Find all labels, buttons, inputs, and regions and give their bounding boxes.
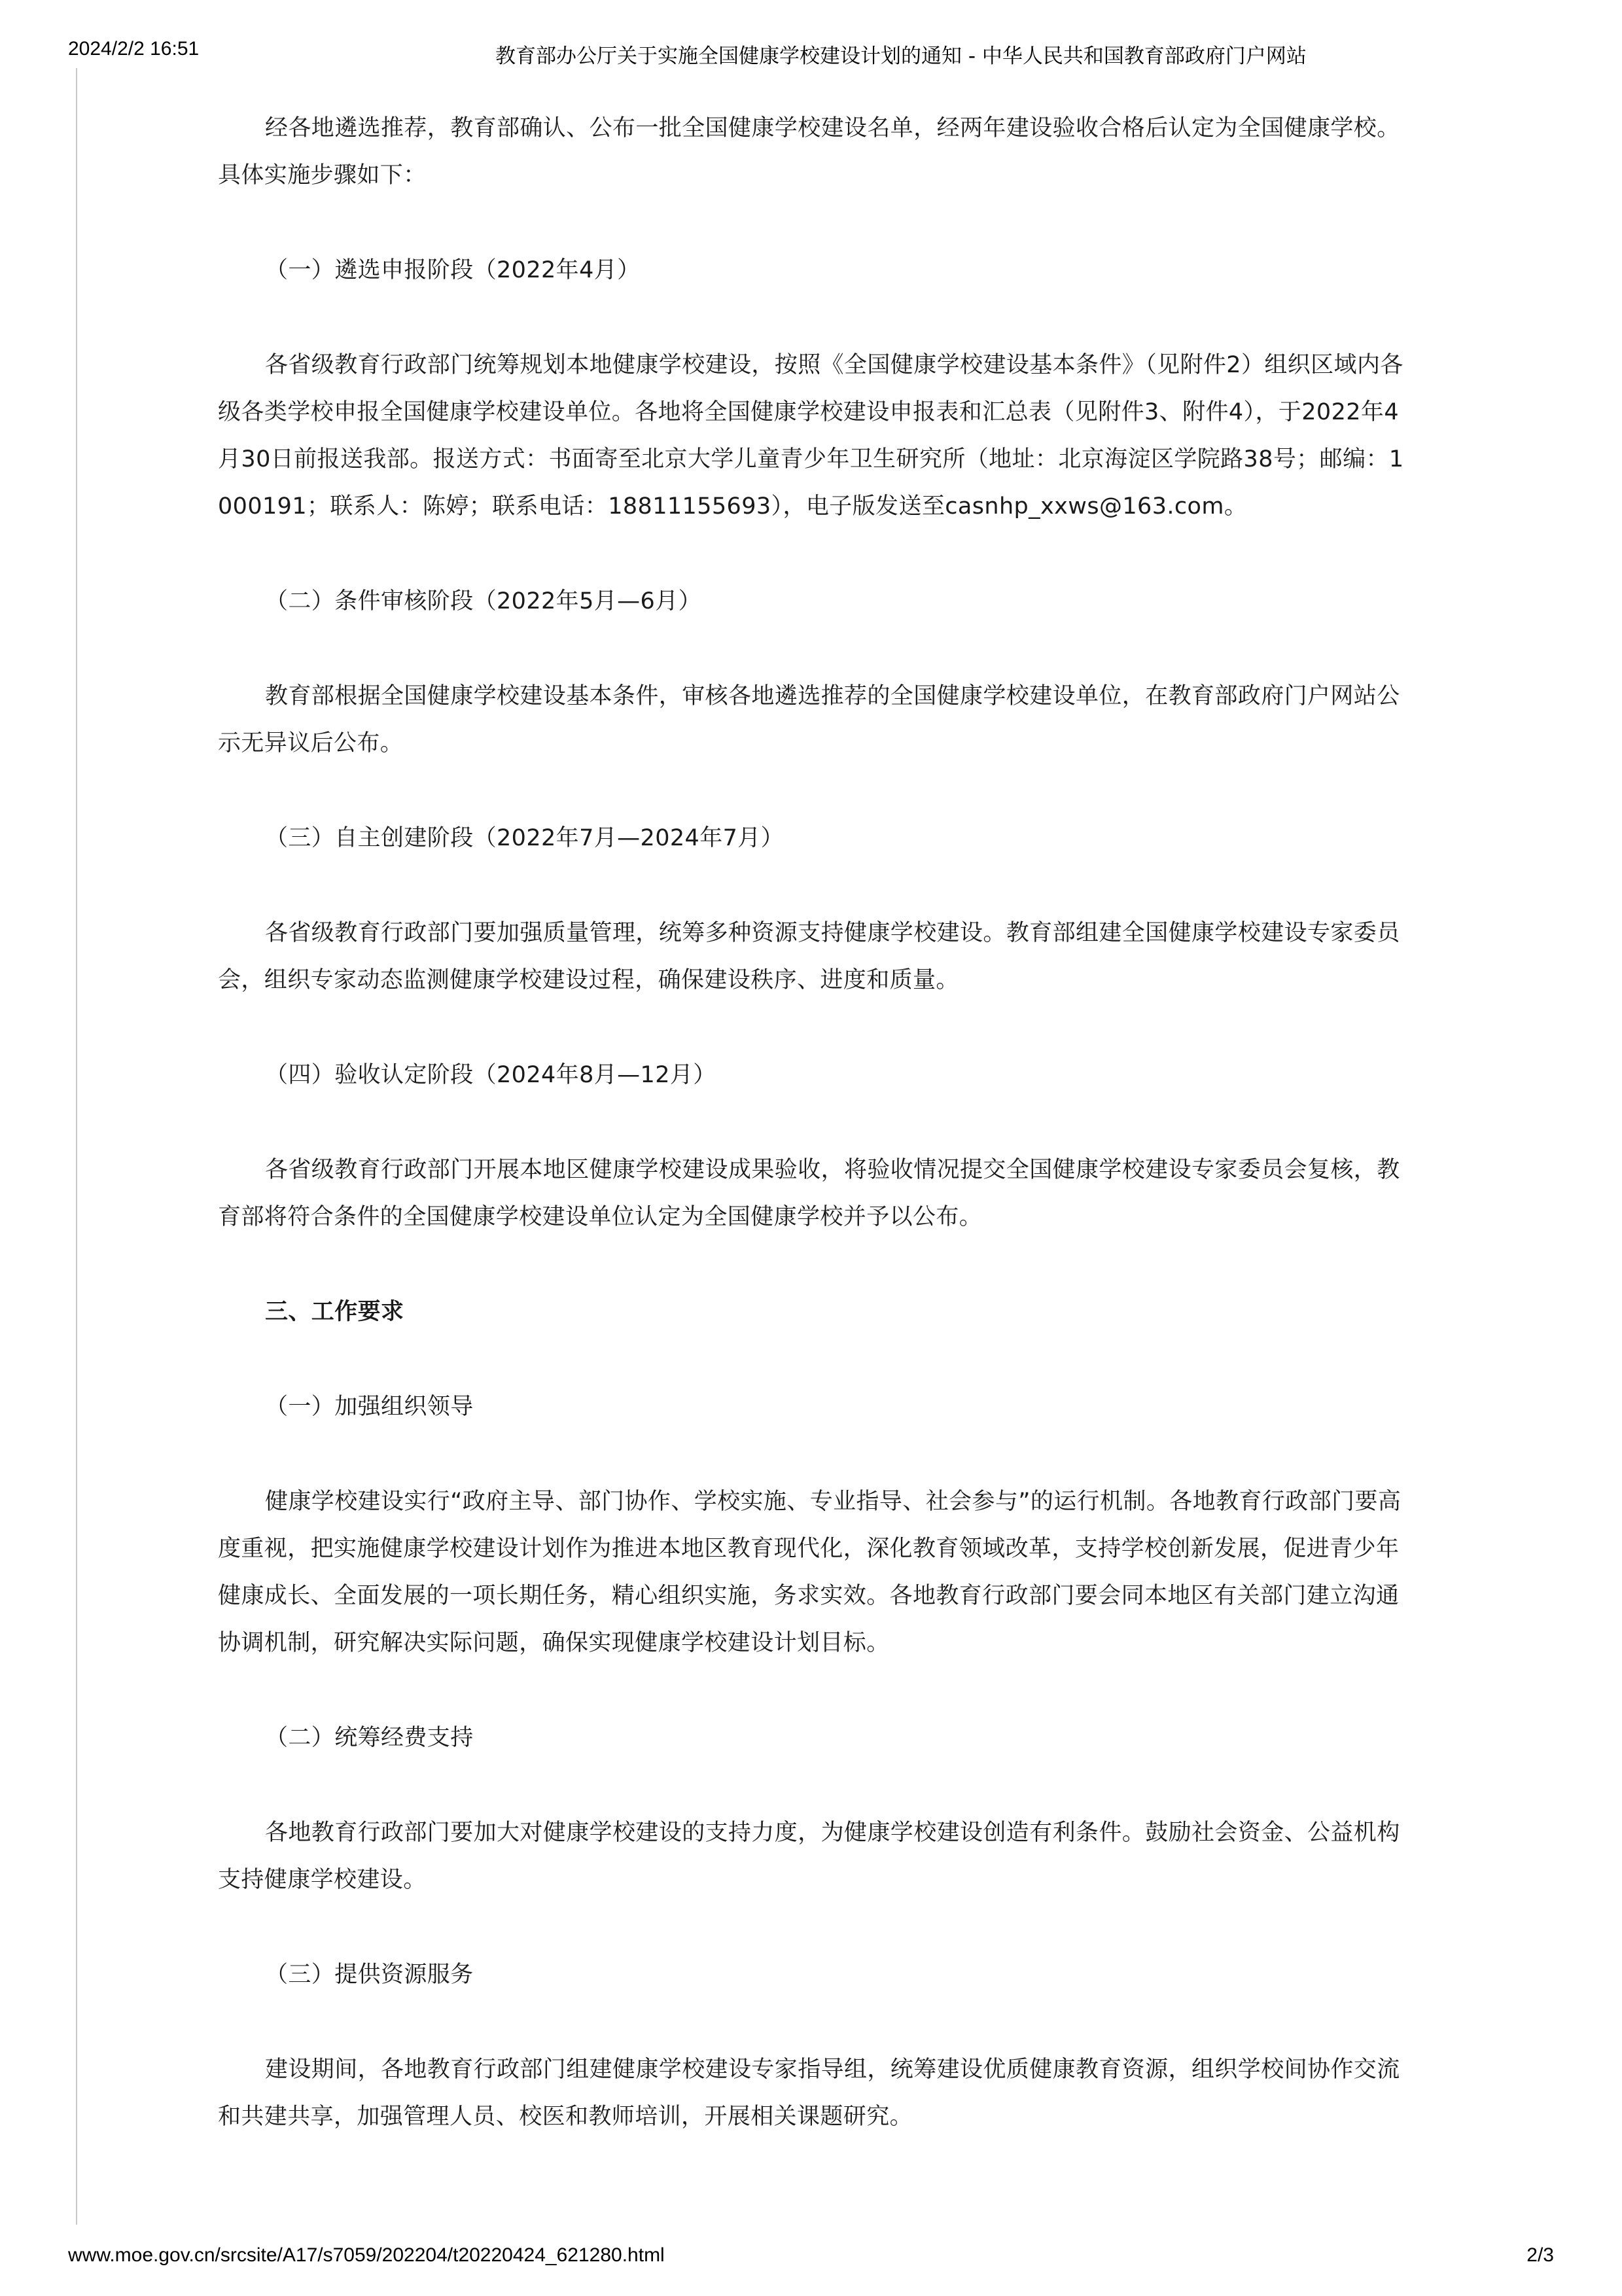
article-paragraph: 各省级教育行政部门开展本地区健康学校建设成果验收，将验收情况提交全国健康学校建设专家委员会复核，教育部将符合条件的全国健康学校建设单位认定为全国健康学校并予以公布。: [218, 1157, 1400, 1230]
article-paragraph: 各省级教育行政部门要加强质量管理，统筹多种资源支持健康学校建设。教育部组建全国健康学校建设专家委员会，组织专家动态监测健康学校建设过程，确保建设秩序、进度和质量。: [218, 920, 1400, 993]
article-paragraph: 各地教育行政部门要加大对健康学校建设的支持力度，为健康学校建设创造有利条件。鼓励社会资金、公益机构支持健康学校建设。: [218, 1820, 1400, 1893]
section-subheading: （四）验收认定阶段（2024年8月—12月）: [265, 1062, 716, 1088]
left-border-rule: [76, 68, 77, 2225]
section-subheading: （三）自主创建阶段（2022年7月—2024年7月）: [265, 825, 785, 851]
article-paragraph: 建设期间，各地教育行政部门组建健康学校建设专家指导组，统筹建设优质健康教育资源，组织学校间协作交流和共建共享，加强管理人员、校医和教师培训，开展相关课题研究。: [218, 2057, 1400, 2130]
section-subheading: （一）遴选申报阶段（2022年4月）: [265, 257, 641, 283]
print-page-title: 教育部办公厅关于实施全国健康学校建设计划的通知 - 中华人民共和国教育部政府门户网站: [495, 44, 1307, 68]
article-paragraph: 各省级教育行政部门统筹规划本地健康学校建设，按照《全国健康学校建设基本条件》（见附件2）组织区域内各级各类学校申报全国健康学校建设单位。各地将全国健康学校建设申报表和汇总表（见附件3、附件4），于2022年4月30日前报送我部。报送方式：书面寄至北京大学儿童青少年卫生研究所（地址：北京海淀区学院路38号；邮编：1000191；联系人：陈婷；联系电话：18811155693），电子版发送至casnhp_xxws@163.com。: [218, 352, 1404, 520]
article-paragraph: 经各地遴选推荐，教育部确认、公布一批全国健康学校建设名单，经两年建设验收合格后认定为全国健康学校。具体实施步骤如下：: [218, 115, 1400, 188]
section-heading: 三、工作要求: [265, 1299, 404, 1325]
section-subheading: （三）提供资源服务: [265, 1962, 474, 1988]
article-paragraph: 教育部根据全国健康学校建设基本条件，审核各地遴选推荐的全国健康学校建设单位，在教育部政府门户网站公示无异议后公布。: [218, 683, 1400, 756]
article-content: [218, 105, 1415, 2188]
print-page-url: www.moe.gov.cn/srcsite/A17/s7059/202204/t20220424_621280.html: [68, 2244, 665, 2266]
section-subheading: （二）条件审核阶段（2022年5月—6月）: [265, 588, 702, 614]
print-page-number: 2/3: [1526, 2244, 1554, 2266]
article-paragraph: 健康学校建设实行“政府主导、部门协作、学校实施、专业指导、社会参与”的运行机制。各地教育行政部门要高度重视，把实施健康学校建设计划作为推进本地区教育现代化，深化教育领域改革，支持学校创新发展，促进青少年健康成长、全面发展的一项长期任务，精心组织实施，务求实效。各地教育行政部门要会同本地区有关部门建立沟通协调机制，研究解决实际问题，确保实现健康学校建设计划目标。: [218, 1489, 1402, 1656]
section-subheading: （二）统筹经费支持: [265, 1725, 474, 1751]
print-datetime: 2024/2/2 16:51: [68, 38, 200, 60]
section-subheading: （一）加强组织领导: [265, 1394, 474, 1420]
